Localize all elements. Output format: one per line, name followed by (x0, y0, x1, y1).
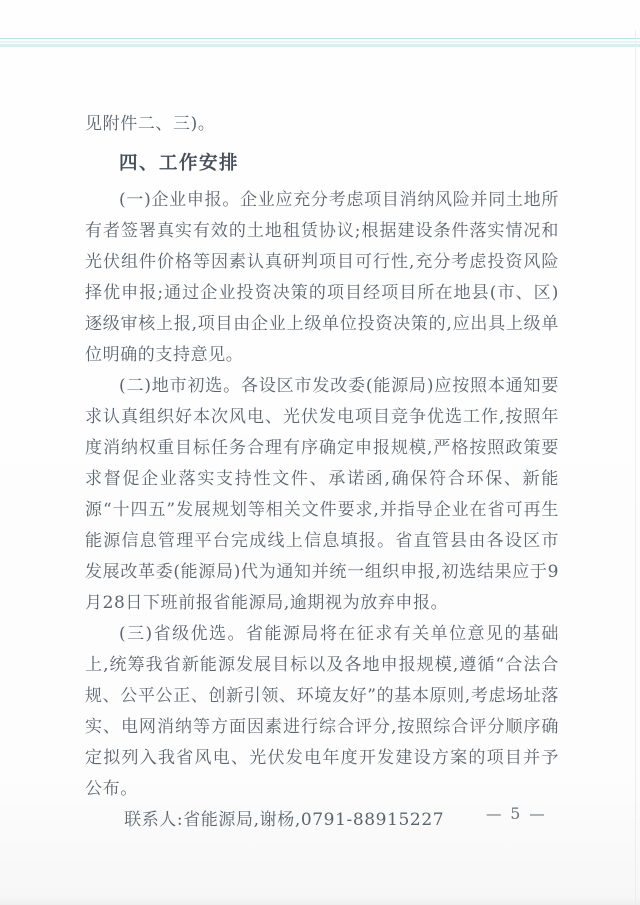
paragraph-enterprise-declaration: (一)企业申报。企业应充分考虑项目消纳风险并同土地所有者签署真实有效的土地租赁协议;根据建设条件落实情况和光伏组件价格等因素认真研判项目可行性,充分考虑投资风险择优申报;通过企业投资决策的项目经项目所在地县(市、区)逐级审核上报,项目由企业上级单位投资决策的,应出具上级单位明确的支持意见。 (85, 190, 559, 365)
section-heading-work-arrangement: 四、工作安排 (119, 153, 240, 174)
contact-person-line: 联系人:省能源局,谢杨,0791-88915227 (124, 810, 445, 830)
scan-artifact-line-1 (0, 38, 640, 39)
attachment-reference-line: 见附件二、三)。 (85, 114, 216, 134)
scan-artifact-line-2 (0, 41, 640, 43)
scan-artifact-line-3 (0, 44, 640, 47)
page-edge-artifact (635, 30, 636, 905)
document-body (85, 109, 559, 836)
paragraph-city-preselection: (二)地市初选。各设区市发改委(能源局)应按照本通知要求认真组织好本次风电、光伏发电项目竞争优选工作,按照年度消纳权重目标任务合理有序确定申报规模,严格按照政策要求督促企业落实支持性文件、承诺函,确保符合环保、新能源“十四五”发展规划等相关文件要求,并指导企业在省可再生能源信息管理平台完成线上信息填报。省直管县由各设区市发展改革委(能源局)代为通知并统一组织申报,初选结果应于9月28日下班前报省能源局,逾期视为放弃申报。 (85, 376, 559, 613)
page-number: — 5 — (486, 805, 547, 823)
paragraph-provincial-selection: (三)省级优选。省能源局将在征求有关单位意见的基础上,统筹我省新能源发展目标以及各地申报规模,遵循“合法合规、公平公正、创新引领、环境友好”的基本原则,考虑场址落实、电网消纳等方面因素进行综合评分,按照综合评分顺序确定拟列入我省风电、光伏发电年度开发建设方案的项目并予公布。 (85, 624, 559, 799)
